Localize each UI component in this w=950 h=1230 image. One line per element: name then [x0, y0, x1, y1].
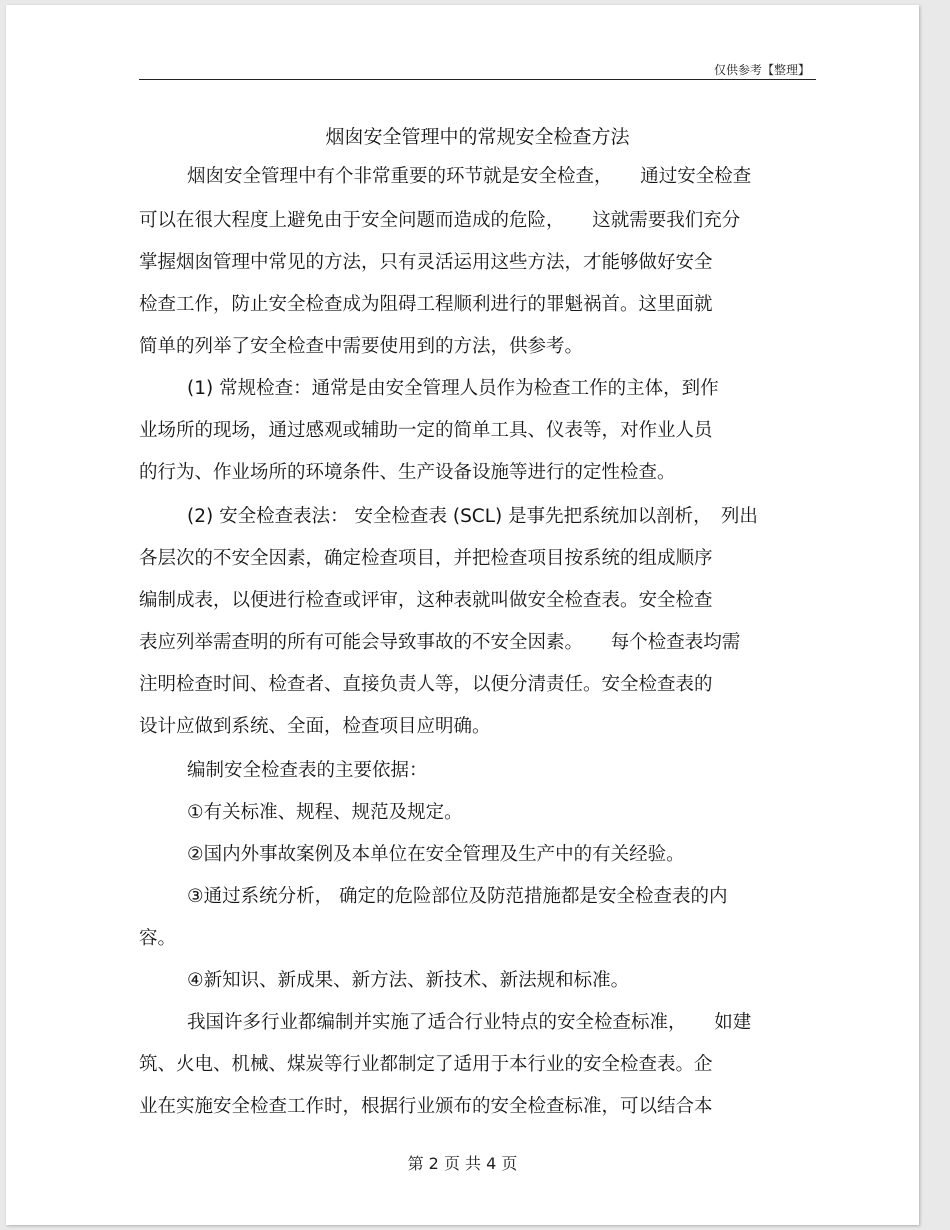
text-line: 容。: [139, 928, 177, 949]
text-line: 烟囱安全管理中有个非常重要的环节就是安全检查， 通过安全检查: [187, 166, 752, 187]
text-line: ②国内外事故案例及本单位在安全管理及生产中的有关经验。: [187, 844, 685, 865]
text-line: 注明检查时间、检查者、直接负责人等，以便分清责任。安全检查表的: [139, 674, 713, 695]
text-line: ①有关标准、规程、规范及规定。: [187, 802, 463, 823]
document-title: 烟囱安全管理中的常规安全检查方法: [325, 126, 630, 148]
document-page: [6, 5, 919, 1225]
text-line: 筑、火电、机械、煤炭等行业都制定了适用于本行业的安全检查表。企: [139, 1054, 713, 1075]
text-line: (1) 常规检查：通常是由安全管理人员作为检查工作的主体，到作: [187, 378, 719, 399]
text-line: 表应列举需查明的所有可能会导致事故的不安全因素。 每个检查表均需: [139, 632, 741, 653]
text-line: 检查工作，防止安全检查成为阻碍工程顺利进行的罪魁祸首。这里面就: [139, 294, 713, 315]
text-line: 设计应做到系统、全面，检查项目应明确。: [139, 716, 491, 737]
text-line: 的行为、作业场所的环境条件、生产设备设施等进行的定性检查。: [139, 462, 676, 483]
text-line: 编制成表，以便进行检查或评审，这种表就叫做安全检查表。安全检查: [139, 590, 713, 611]
text-line: 我国许多行业都编制并实施了适合行业特点的安全检查标准， 如建: [187, 1012, 752, 1033]
text-line: 掌握烟囱管理中常见的方法，只有灵活运用这些方法，才能够做好安全: [139, 252, 713, 273]
text-line: 编制安全检查表的主要依据：: [187, 760, 428, 781]
text-line: 各层次的不安全因素，确定检查项目，并把检查项目按系统的组成顺序: [139, 548, 713, 569]
text-line: (2) 安全检查表法： 安全检查表 (SCL) 是事先把系统加以剖析， 列出: [187, 506, 758, 527]
text-line: 简单的列举了安全检查中需要使用到的方法，供参考。: [139, 336, 584, 357]
page-footer: 第 2 页 共 4 页: [407, 1154, 518, 1173]
text-line: 可以在很大程度上避免由于安全问题而造成的危险， 这就需要我们充分: [139, 210, 741, 231]
text-line: ④新知识、新成果、新方法、新技术、新法规和标准。: [187, 970, 630, 991]
header-rule: [139, 79, 816, 80]
text-line: 业在实施安全检查工作时，根据行业颁布的安全检查标准，可以结合本: [139, 1096, 713, 1117]
text-line: ③通过系统分析， 确定的危险部位及防范措施都是安全检查表的内: [187, 886, 728, 907]
header-note: 仅供参考【整理】: [713, 63, 810, 77]
text-line: 业场所的现场，通过感观或辅助一定的简单工具、仪表等，对作业人员: [139, 420, 713, 441]
